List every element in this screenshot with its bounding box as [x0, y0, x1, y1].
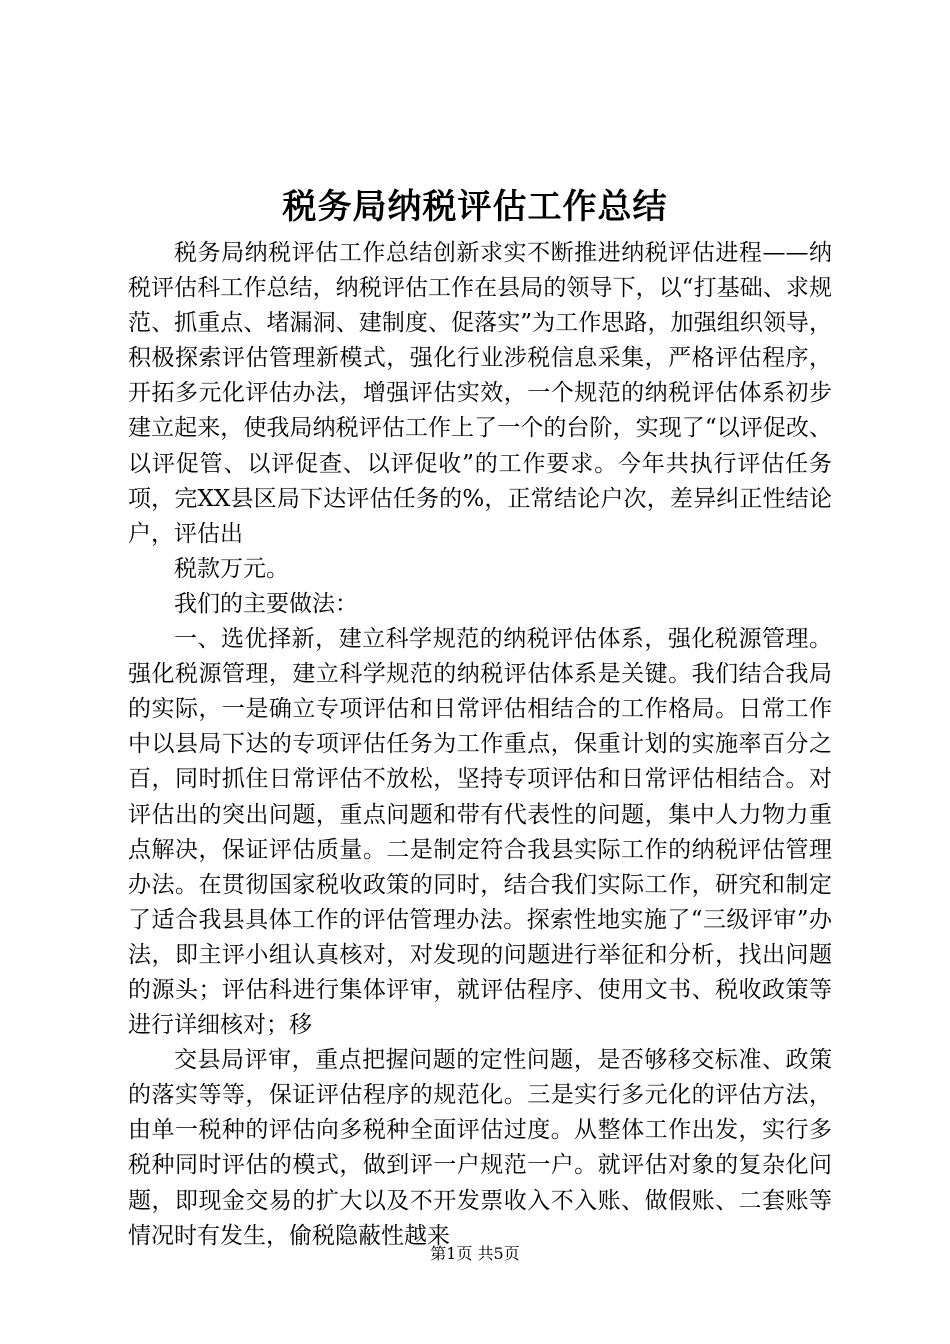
paragraph-continued: 交县局评审，重点把握问题的定性问题，是否够移交标准、政策的落实等等，保证评估程序的规范化。三是实行多元化的评估方法，由单一税种的评估向多税种全面评估过度。从整体工作出发，实行多税种同时评估的模式，做到评一户规范一户。就评估对象的复杂化问题，即现金交易的扩大以及不开发票收入不入账、做假账、二套账等情况时有发生，偷税隐蔽性越来 — [128, 1047, 832, 1249]
paragraph-intro: 税务局纳税评估工作总结创新求实不断推进纳税评估进程——纳税评估科工作总结，纳税评估工作在县局的领导下，以“打基础、求规范、抓重点、堵漏洞、建制度、促落实”为工作思路，加强组织领导，积极探索评估管理新模式，强化行业涉税信息采集，严格评估程序，开拓多元化评估办法，增强评估实效，一个规范的纳税评估体系初步建立起来，使我局纳税评估工作上了一个的台阶，实现了“以评促改、以评促管、以评促查、以评促收”的工作要求。今年共执行评估任务项，完XX县区局下达评估任务的%，正常结论户次，差异纠正性结论户，评估出 — [128, 240, 832, 547]
page-footer: 第1页 共5页 — [430, 1244, 520, 1263]
paragraph-section-one: 一、选优择新，建立科学规范的纳税评估体系，强化税源管理。强化税源管理，建立科学规范的纳税评估体系是关键。我们结合我局的实际，一是确立专项评估和日常评估相结合的工作格局。日常工作中以县局下达的专项评估任务为工作重点，保重计划的实施率百分之百，同时抓住日常评估不放松，坚持专项评估和日常评估相结合。对评估出的突出问题，重点问题和带有代表性的问题，集中人力物力重点解决，保证评估质量。二是制定符合我县实际工作的纳税评估管理办法。在贯彻国家税收政策的同时，结合我们实际工作，研究和制定了适合我县具体工作的评估管理办法。探索性地实施了“三级评审”办法，即主评小组认真核对，对发现的问题进行举征和分析，找出问题的源头；评估科进行集体评审，就评估程序、使用文书、税收政策等进行详细核对；移 — [128, 626, 832, 1039]
document-title: 税务局纳税评估工作总结 — [282, 187, 668, 227]
paragraph-methods-heading: 我们的主要做法： — [174, 590, 358, 617]
paragraph-tax-amount: 税款万元。 — [174, 555, 289, 582]
document-body — [128, 236, 832, 1254]
